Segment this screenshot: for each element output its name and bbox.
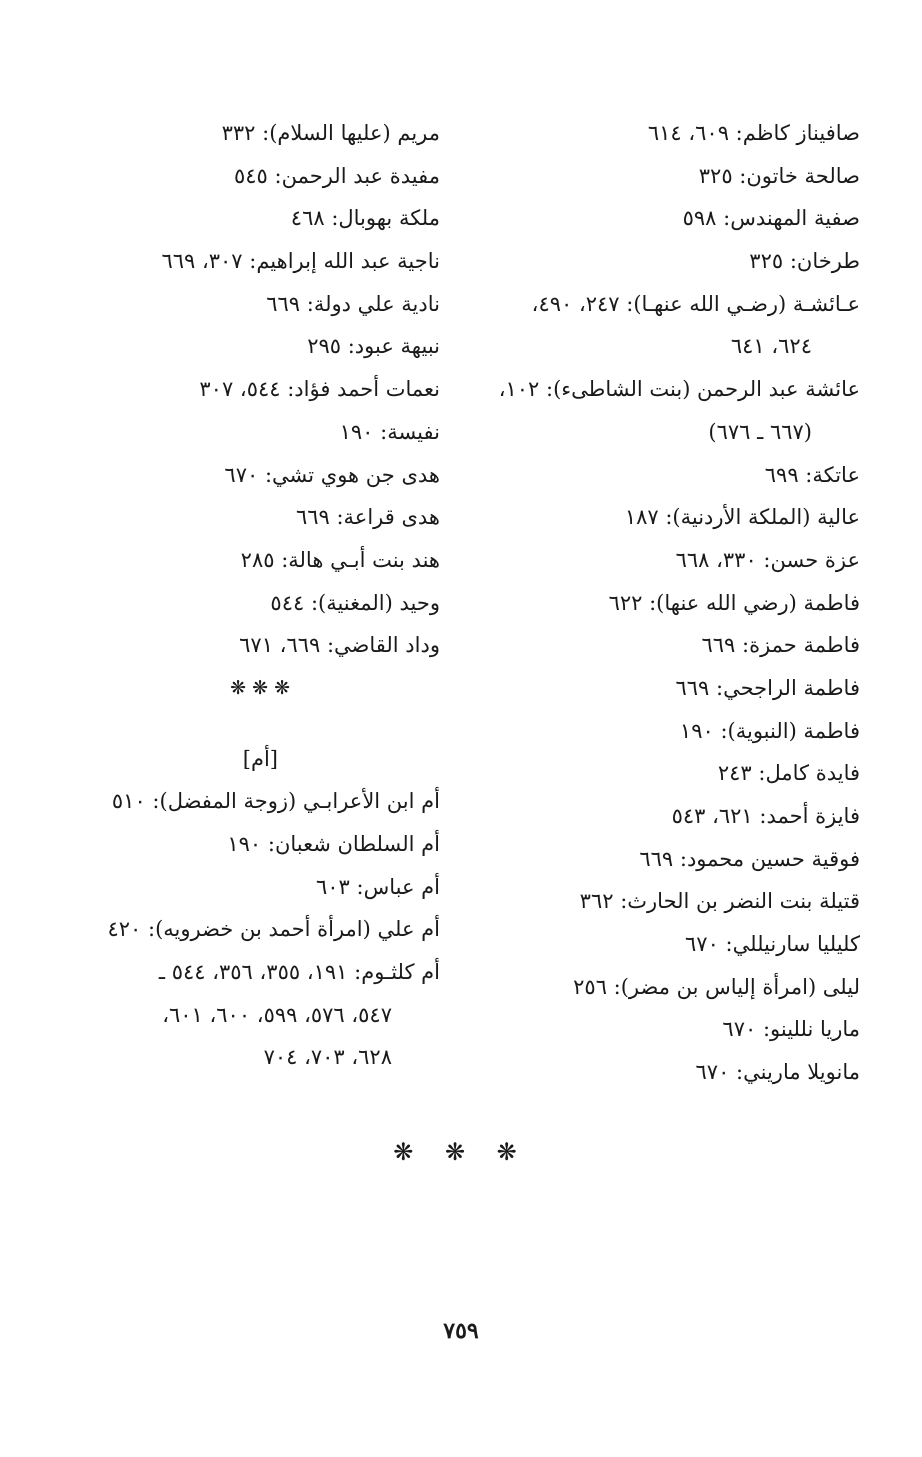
index-entry: عـائشـة (رضـي الله عنهـا): ٢٤٧، ٤٩٠،: [531, 291, 860, 316]
index-entry: نفيسة: ١٩٠: [339, 419, 440, 444]
index-entry: أم السلطان شعبان: ١٩٠: [227, 832, 440, 856]
index-entry: مريم (عليها السلام): ٣٣٢: [221, 121, 440, 145]
index-entry: فاطمة (رضي الله عنها): ٦٢٢: [608, 590, 860, 615]
index-entry: مفيدة عبد الرحمن: ٥٤٥: [234, 163, 440, 188]
index-entry: صافيناز كاظم: ٦٠٩، ٦١٤: [647, 121, 860, 145]
index-entry: كليليا سارنيللي: ٦٧٠: [685, 932, 860, 957]
index-entry: نعمات أحمد فؤاد: ٥٤٤، ٣٠٧: [199, 377, 440, 402]
spacer: [20, 710, 440, 738]
right-column: [460, 112, 860, 1094]
index-entry: فايدة كامل: ٢٤٣: [717, 761, 860, 786]
index-entry: مانويلا ماريني: ٦٧٠: [695, 1060, 860, 1085]
index-entry-continuation: (٦٦٧ ـ ٦٧٦): [708, 419, 812, 444]
index-entry: أم كلثـوم: ١٩١، ٣٥٥، ٣٥٦، ٥٤٤ ـ: [158, 960, 440, 985]
index-entry: فاطمة حمزة: ٦٦٩: [701, 633, 860, 658]
index-entry: أم علي (امرأة أحمد بن خضرويه): ٤٢٠: [107, 917, 440, 942]
index-entry: نادية علي دولة: ٦٦٩: [266, 291, 440, 316]
index-entry: وداد القاضي: ٦٦٩، ٦٧١: [239, 633, 440, 658]
page-number: ٧٥٩: [443, 1318, 479, 1344]
index-entry: فاطمة الراجحي: ٦٦٩: [675, 675, 860, 700]
index-entry: هدى جن هوي تشي: ٦٧٠: [224, 462, 440, 487]
section-heading: [أم]: [242, 746, 278, 771]
index-entry: ناجية عبد الله إبراهيم: ٣٠٧، ٦٦٩: [161, 249, 440, 274]
index-entry: ماريا نللينو: ٦٧٠: [722, 1017, 860, 1042]
index-entry-continuation: ٦٢٨، ٧٠٣، ٧٠٤: [263, 1045, 392, 1070]
index-entry: صالحة خاتون: ٣٢٥: [698, 163, 860, 188]
section-divider-stars: ❋ ❋ ❋: [393, 1138, 529, 1166]
section-divider-stars: ❋ ❋ ❋: [230, 676, 290, 699]
index-entry: ملكة بهوبال: ٤٦٨: [290, 206, 440, 231]
index-entry: قتيلة بنت النضر بن الحارث: ٣٦٢: [579, 889, 860, 914]
index-entry: أم عباس: ٦٠٣: [315, 874, 440, 899]
index-entry-continuation: ٥٤٧، ٥٧٦، ٥٩٩، ٦٠٠، ٦٠١،: [162, 1002, 392, 1027]
index-entry: فوقية حسين محمود: ٦٦٩: [639, 846, 860, 871]
index-entry: فاطمة (النبوية): ١٩٠: [679, 718, 860, 743]
index-entry: فايزة أحمد: ٦٢١، ٥٤٣: [671, 804, 860, 828]
index-entry: وحيد (المغنية): ٥٤٤: [270, 590, 440, 615]
index-entry: عائشة عبد الرحمن (بنت الشاطىء): ١٠٢،: [498, 377, 860, 402]
index-entry: نبيهة عبود: ٢٩٥: [307, 334, 440, 359]
index-entry: ليلى (امرأة إلياس بن مضر): ٢٥٦: [573, 974, 860, 999]
index-entry: صفية المهندس: ٥٩٨: [682, 206, 860, 231]
index-entry: عاتكة: ٦٩٩: [764, 462, 860, 487]
index-entry: طرخان: ٣٢٥: [749, 249, 860, 274]
left-column: [20, 112, 440, 1079]
index-entry: هند بنت أبـي هالة: ٢٨٥: [240, 547, 440, 572]
index-entry-continuation: ٦٢٤، ٦٤١: [730, 334, 812, 359]
index-entry: عزة حسن: ٣٣٠، ٦٦٨: [675, 547, 860, 572]
index-entry: هدى قراعة: ٦٦٩: [295, 505, 440, 530]
index-entry: عالية (الملكة الأردنية): ١٨٧: [624, 505, 860, 530]
index-entry: أم ابن الأعرابـي (زوجة المفضل): ٥١٠: [111, 789, 440, 814]
